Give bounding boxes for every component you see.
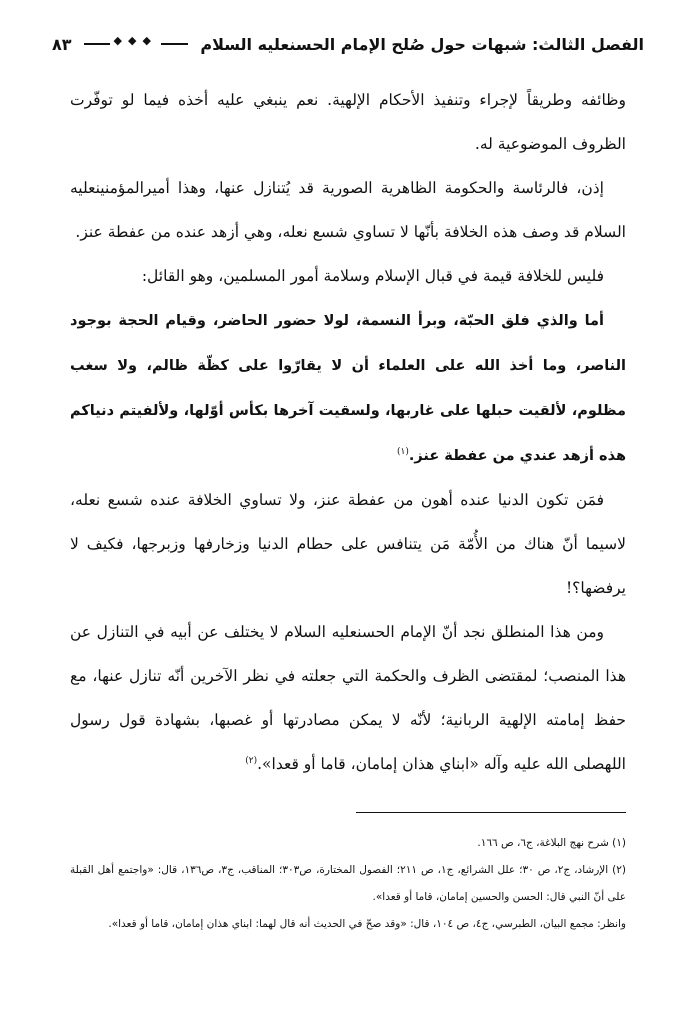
paragraph-text: ومن هذا المنطلق نجد أنّ الإمام الحسنعليه السلام لا يختلف عن أبيه في التنازل عن هذا المنصب؛ لمقتضى الظرف والحكمة التي جعلته في نظر الآخرين أنّه تنازل عنها، مع حفظ إمامته الإلهية الربانية؛ لأنّه لا يمكن مصادرتها أو غصبها، بشهادة قول رسول اللهصلى الله عليه وآله «ابناي هذان إمامان، قاما أو قعدا». (70, 623, 626, 773)
footnote-marker: (١) (397, 446, 409, 457)
chapter-title: الفصل الثالث: شبهات حول صُلح الإمام الحسنعليه السلام (200, 34, 644, 54)
paragraph: فليس للخلافة قيمة في قبال الإسلام وسلامة أمور المسلمين، وهو القائل: (141, 267, 604, 285)
paragraph: فمَن تكون الدنيا عنده أهون من عفطة عنز، ولا تساوي الخلافة عنده شسع نعله، لاسيما أنّ هناك من الأُمّة مَن يتنافس على حطام الدنيا وزخارفها وزبرجها، فكيف لا يرفضها؟! (70, 491, 626, 597)
footnotes (70, 830, 626, 938)
page-number: ٨٣ (52, 34, 72, 54)
quotation (70, 298, 626, 478)
quotation-text: أما والذي فلق الحبّة، وبرأ النسمة، لولا حضور الحاضر، وقيام الحجة بوجود الناصر، وما أخذ الله على العلماء أن لا يقارّوا على كظّة ظالم، ولا سغب مظلوم، لألقيت حبلها على غاربها، ولسقيت آخرها بكأس أوّلها، ولألفيتم دنياكم هذه أزهد عندي من عفطة عنز. (70, 313, 626, 464)
paragraph (70, 610, 626, 786)
running-header (52, 26, 644, 62)
footnote: (٢) الإرشاد، ج٢، ص ٣٠؛ علل الشرائع، ج١، ص ٢١١؛ الفصول المختارة، ص٣٠٣؛ المناقب، ج٣، ص١٣٦، قال: «واجتمع أهل القبلة على أنّ النبي قال: الحسن والحسين إمامان، قاما أو قعدا». (70, 864, 626, 903)
footnote: (١) شرح نهج البلاغة، ج٦، ص ١٦٦. (477, 837, 626, 849)
footnote-divider (356, 812, 626, 813)
paragraph: وظائفه وطريقاً لإجراء وتنفيذ الأحكام الإلهية. نعم ينبغي عليه أخذه فيما لو توفّرت الظروف الموضوعية له. (70, 91, 626, 153)
paragraph: إذن، فالرئاسة والحكومة الظاهرية الصورية قد يُتنازل عنها، وهذا أميرالمؤمنينعليه السلام قد وصف هذه الخلافة بأنّها لا تساوي شسع نعله، وهي أزهد عنده من عفطة عنز. (70, 179, 626, 241)
footnote: وانظر: مجمع البيان، الطبرسي، ج٤، ص ١٠٤، قال: «وقد صحّ في الحديث أنه قال لهما: ابناي هذان إمامان، قاما أو قعدا». (108, 918, 626, 930)
footnote-marker: (٢) (245, 755, 258, 766)
diamond-ornament-icon: ◆◆◆ (110, 34, 161, 47)
body-text (70, 78, 626, 786)
header-ornament (84, 34, 189, 50)
